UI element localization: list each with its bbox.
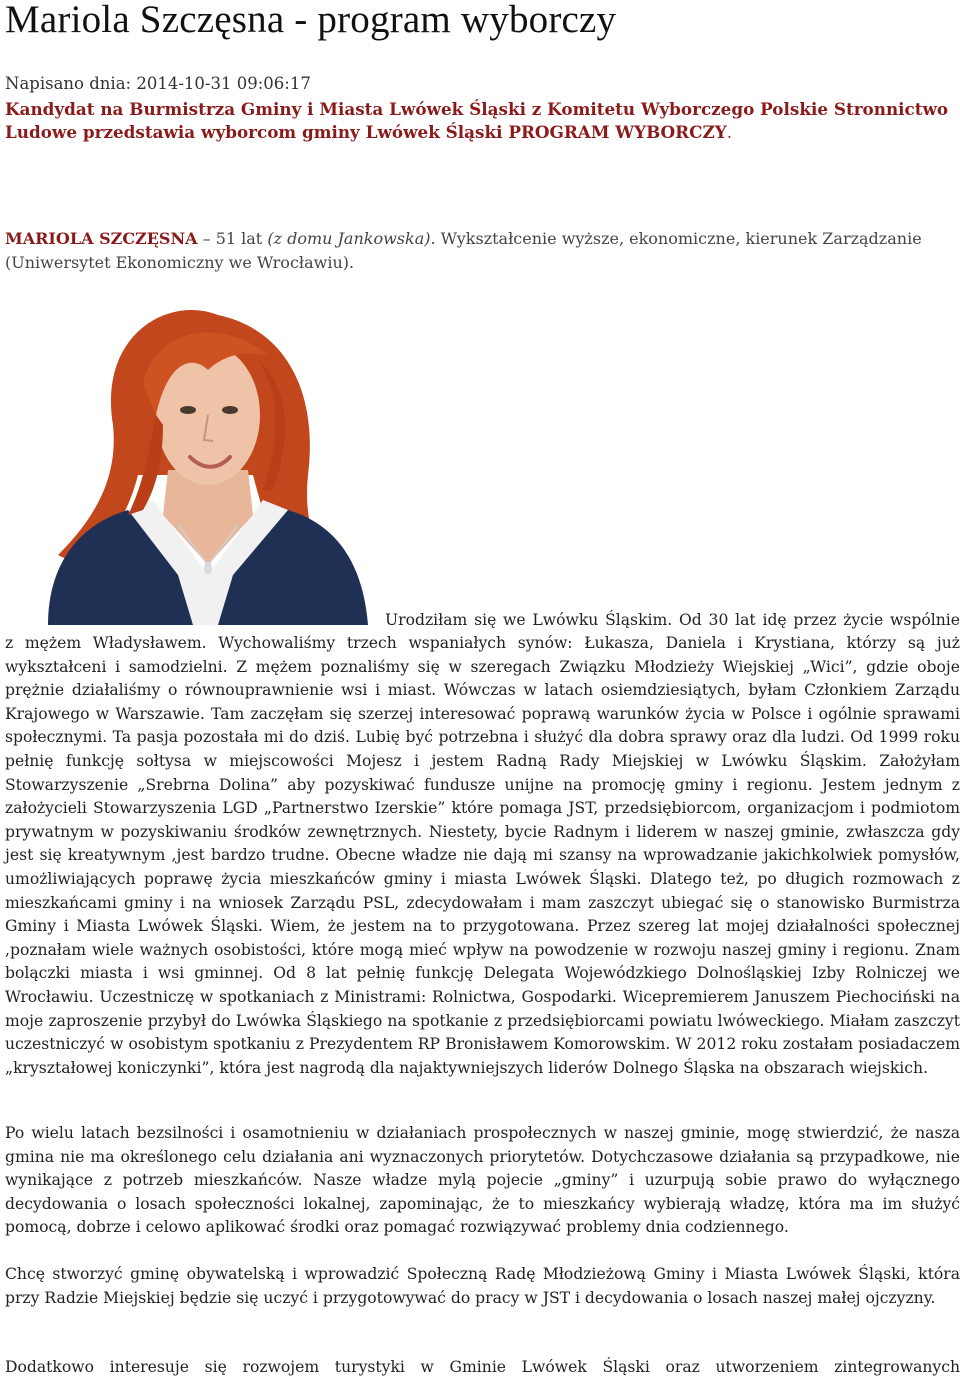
tourism-text: Dodatkowo interesuje się rozwojem turystyki w Gminie Lwówek Śląski oraz utworzeniem zintegrowanych — [5, 1358, 960, 1376]
intro-paragraph — [5, 227, 960, 275]
bio-paragraph — [5, 632, 960, 1080]
candidate-photo — [18, 275, 368, 625]
bio-first-line: Urodziłam się we Lwówku Śląskim. Od 30 lat idę przez życie wspólnie — [385, 611, 960, 629]
lead-end: . — [726, 122, 733, 142]
candidate-name: MARIOLA SZCZĘSNA — [5, 229, 198, 248]
paragraph-priorities — [5, 1122, 960, 1240]
lead-text: Kandydat na Burmistrza Gminy i Miasta Lwówek Śląski z Komitetu Wyborczego Polskie Stronnictwo Ludowe przedstawia wyborcom gminy Lwówek Śląski PROGRAM WYBORCZY — [5, 99, 949, 142]
page-title: Mariola Szczęsna - program wyborczy — [5, 0, 617, 41]
lead-paragraph — [5, 98, 960, 144]
paragraph-youth-council — [5, 1263, 960, 1310]
publish-date: Napisano dnia: 2014-10-31 09:06:17 — [5, 74, 311, 93]
maiden-name: (z domu Jankowska) — [267, 229, 431, 248]
intro-rest: . Wykształcenie wyższe, ekonomiczne, kierunek Zarządzanie (Uniwersytet Ekonomiczny we Wrocławiu). — [5, 229, 922, 272]
youth-council-text: Chcę stworzyć gminę obywatelską i wprowadzić Społeczną Radę Młodzieżową Gminy i Miasta Lwówek Śląski, która przy Radzie Miejskiej będzie się uczyć i przygotowywać do pracy w JST i decydowania o losach naszej małej ojczyzny. — [5, 1265, 960, 1307]
portrait-illustration — [18, 275, 368, 625]
paragraph-tourism — [5, 1356, 960, 1380]
bio-text: z mężem Władysławem. Wychowaliśmy trzech wspaniałych synów: Łukasza, Daniela i Krystiana, którzy są już wykształceni i samodzielni. Z mężem poznaliśmy się w szeregach Związku Młodzieży Wiejskiej „Wici”, gdzie oboje prężnie działaliśmy o równouprawnienie wsi i miast. Wówczas w latach osiemdziesiątych, byłam Członkiem Zarządu Krajowego w Warszawie. Tam zaczęłam się szerzej interesować poprawą warunków życia w Polsce i ogólnie sprawami społecznymi. Ta pasja pozostała mi do dziś. Lubię być potrzebna i służyć dla dobra sprawy oraz dla ludzi. Od 1999 roku pełnię funkcję sołtysa w miejscowości Mojesz i jestem Radną Rady Miejskiej w Lwówku Śląskim. Założyłam Stowarzyszenie „Srebrna Dolina” aby pozyskiwać fundusze unijne na promocję gminy i regionu. Jestem jednym z założycieli Stowarzyszenia LGD „Partnerstwo Izerskie” które pomaga JST, przedsiębiorcom, organizacjom i podmiotom prywatnym w pozyskiwaniu środków zewnętrznych. Niestety, bycie Radnym i liderem w naszej gminie, zwłaszcza gdy jest się kreatywnym ,jest bardzo trudne. Obecne władze nie dają mi szansy na wprowadzanie jakichkolwiek pomysłów, umożliwiających poprawę życia mieszkańców gminy i miasta Lwówek Śląski. Dlatego też, po długich rozmowach z mieszkańcami gminy i na wniosek Zarządu PSL, zdecydowałam i mam zaszczyt ubiegać się o stanowisko Burmistrza Gminy i Miasta Lwówek Śląski. Wiem, że jestem na to przygotowana. Przez szereg lat mojej działalności społecznej ,poznałam wiele ważnych osobistości, które mogą mieć wpływ na powodzenie w rozwoju naszej gminy i regionu. Znam bolączki miasta i wsi gminnej. Od 8 lat pełnię funkcję Delegata Wojewódzkiego Dolnośląskiej Izby Rolniczej we Wrocławiu. Uczestniczę w spotkaniach z Ministrami: Rolnictwa, Gospodarki. Wicepremierem Januszem Piechociński na moje zaproszenie przybył do Lwówka Śląskiego na spotkanie z przedsiębiorcami powiatu lwóweckiego. Miałam zaszczyt uczestniczyć w osobistym spotkaniu z Prezydentem RP Bronisławem Komorowskim. W 2012 roku zostałam posiadaczem „kryształowej koniczynki”, która jest nagrodą dla najaktywniejszych liderów Dolnego Śląska na obszarach wiejskich. — [5, 634, 960, 1077]
candidate-age: – 51 lat — [197, 229, 268, 248]
priorities-text: Po wielu latach bezsilności i osamotnieniu w działaniach prospołecznych w naszej gminie, mogę stwierdzić, że nasza gmina nie ma określonego celu działania ani wyznaczonych priorytetów. Dotychczasowe działania są przypadkowe, nie wynikające z potrzeb mieszkańców. Nasze władze mylą pojecie „gminy” i uzurpują sobie prawo do wyłącznego decydowania o losach społeczności lokalnej, zapominając, że to mieszkańcy wybierają władzę, która ma im służyć pomocą, dobrze i celowo aplikować środki oraz pomagać rozwiązywać problemy dnia codziennego. — [5, 1124, 960, 1237]
